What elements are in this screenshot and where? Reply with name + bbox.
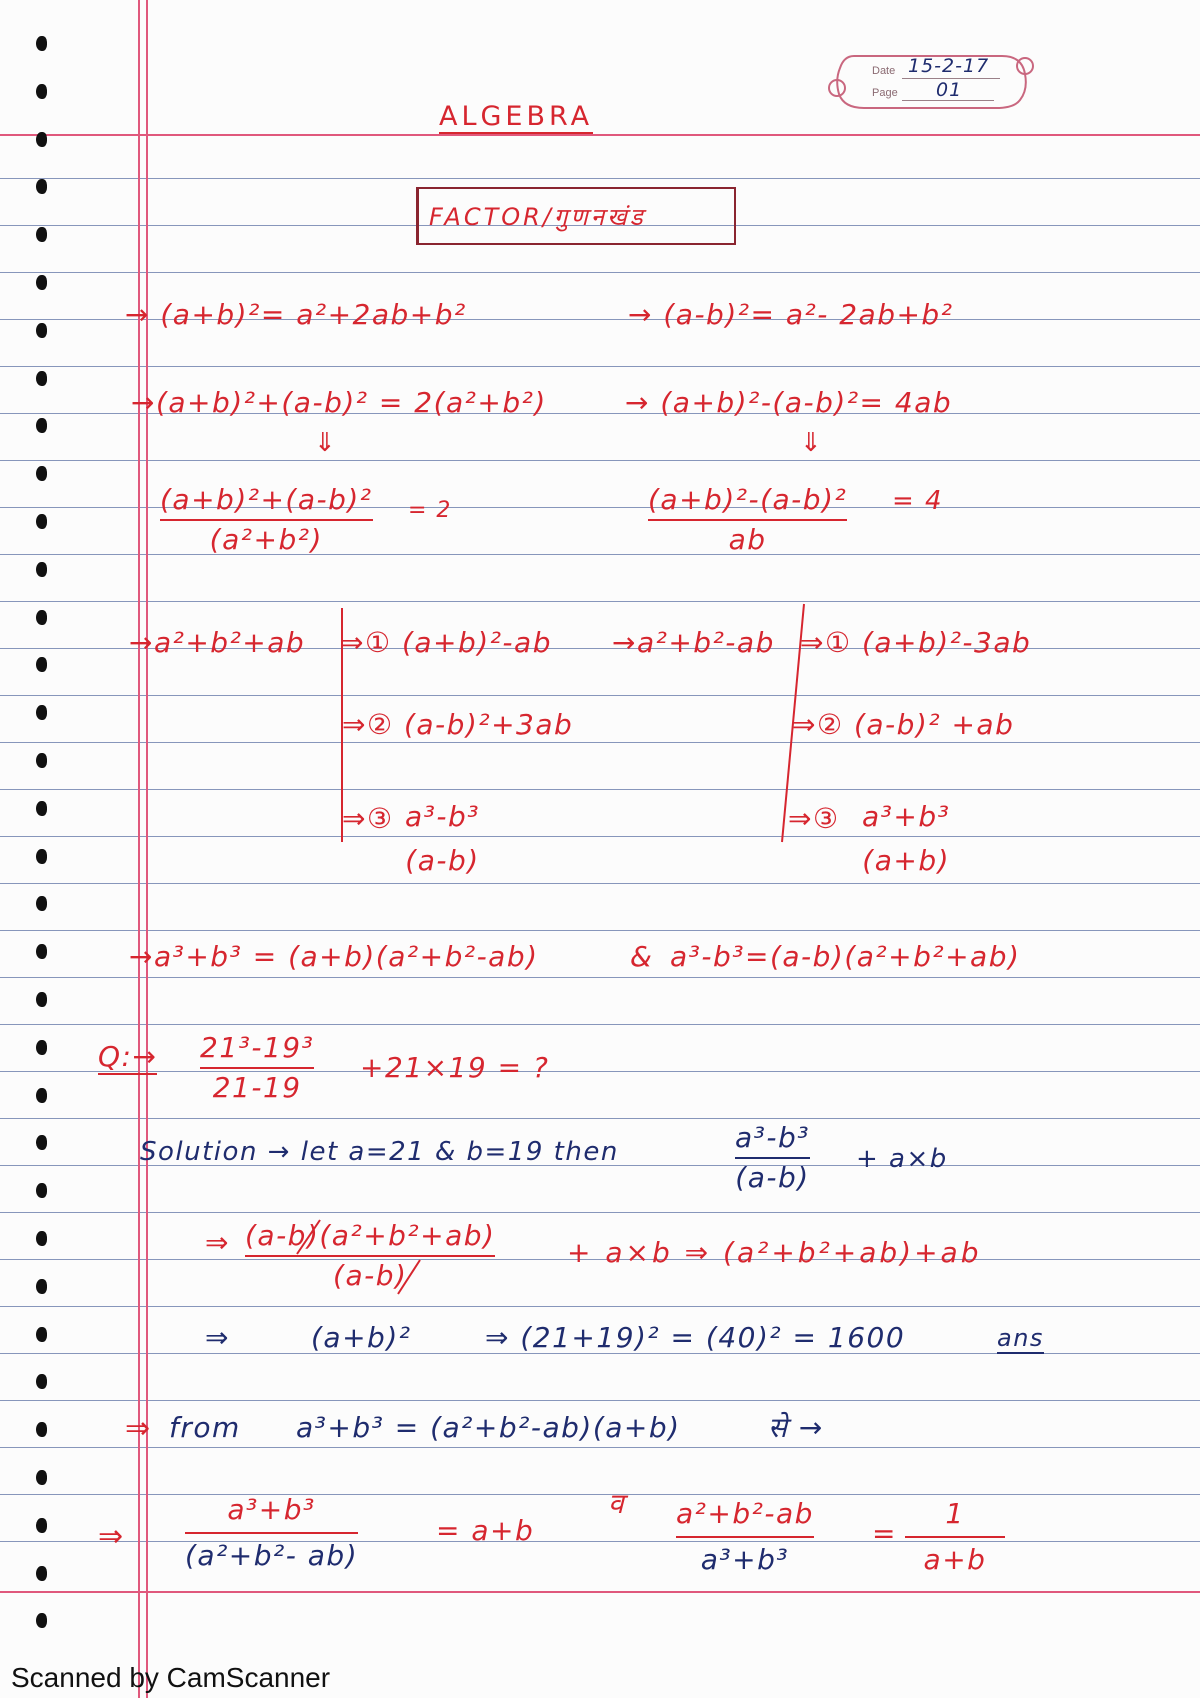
form-right-3-marker: ⇒③ [788,802,840,835]
result-arrow: ⇒ [98,1519,125,1554]
page-value: 01 [936,79,963,101]
form-right-1: ⇒① (a+b)²-3ab [800,626,1032,659]
identity-sum-of-cubes: →a³+b³ = (a+b)(a²+b²-ab) [129,940,539,973]
result-left-fraction [185,1493,359,1572]
fraction-numerator: 1 [945,1497,965,1530]
ratio-fraction-left [160,483,373,556]
form-left-2: ⇒② (a-b)²+3ab [342,708,574,741]
solution-intro-fraction [735,1121,810,1194]
date-label: Date [872,65,896,77]
expression-left: →a²+b²+ab [129,626,306,659]
fraction-numerator: a³-b³ [405,800,480,833]
fraction-denominator: (a²+b²) [209,523,323,556]
form-left-1: ⇒① (a+b)²-ab [340,626,552,659]
fraction-gap [862,838,950,840]
fraction-bar [200,1067,314,1069]
identity-square-of-sum: → (a+b)²= a²+2ab+b² [125,298,467,331]
fraction-gap [405,838,480,840]
fraction-bar [160,519,373,521]
date-value: 15-2-17 [908,55,990,77]
down-arrow: ⇓ [800,428,824,458]
step2-expression: (a+b)² [311,1321,412,1354]
fraction-denominator: a³+b³ [700,1543,790,1576]
fraction-numerator: (a+b)²-(a-b)² [648,483,848,516]
identity-sum-of-squares: →(a+b)²+(a-b)² = 2(a²+b²) [131,386,547,419]
page-title: ALGEBRA [439,101,594,132]
step1-fraction [245,1219,496,1292]
step1-rest: + a×b ⇒ (a²+b²+ab)+ab [567,1236,982,1269]
form-right-2: ⇒② (a-b)² +ab [792,708,1015,741]
result-right-equals: = [872,1517,897,1550]
fraction-bar [735,1157,810,1159]
fraction-numerator: a³-b³ [735,1121,810,1154]
fraction-numerator: (a-b)(a²+b²+ab) [245,1219,496,1252]
result-left-equals: = a+b [436,1514,535,1547]
fraction-bar [905,1536,1005,1538]
fraction-denominator: (a-b) [333,1259,408,1292]
fraction-denominator: (a+b) [862,844,951,877]
result-reciprocal-fraction [905,1497,1005,1576]
corollary-tail: से → [768,1411,824,1444]
question-fraction [200,1031,315,1104]
fraction-bar [245,1255,495,1257]
solution-intro-rest: + a×b [856,1144,948,1174]
ratio-fraction-right [648,483,848,556]
corollary-arrow: ⇒ [125,1411,152,1446]
identity-difference-of-squares: → (a+b)²-(a-b)²= 4ab [625,386,953,419]
scanner-watermark: Scanned by CamScanner [11,1662,331,1693]
step2-arrow: ⇒ [205,1321,230,1354]
fraction-numerator: (a+b)²+(a-b)² [160,483,373,516]
fraction-numerator: a³+b³ [227,1493,316,1526]
form-right-3-fraction [862,800,951,877]
question-label: Q:→ [98,1040,158,1073]
question-rest: +21×19 = ? [360,1051,550,1084]
date-page-stamp [824,44,1038,120]
result-right-fraction [676,1497,814,1576]
fraction-denominator: ab [728,523,767,556]
down-arrow: ⇓ [314,428,338,458]
solution-intro: Solution → let a=21 & b=19 then [140,1137,619,1167]
form-left-3-fraction [405,800,480,877]
corollary-identity: a³+b³ = (a²+b²-ab)(a+b) [296,1411,681,1444]
answer-label: ans [997,1324,1044,1352]
fraction-bar [648,519,847,521]
topic-heading: FACTOR/गुणनखंड [429,202,646,231]
fraction-numerator: a³+b³ [862,800,951,833]
fraction-denominator: (a-b) [405,844,480,877]
conjunction-and: & [630,940,654,973]
corollary-from: from [169,1411,241,1444]
expression-right: →a²+b²-ab [612,626,775,659]
page-label: Page [872,87,898,99]
fraction-denominator: 21-19 [212,1071,302,1104]
fraction-bar [185,1532,358,1534]
topic-box [416,187,736,245]
form-left-3-marker: ⇒③ [342,802,394,835]
fraction-numerator: a²+b²-ab [676,1497,814,1530]
step2-rest: ⇒ (21+19)² = (40)² = 1600 [485,1321,906,1354]
identity-square-of-difference: → (a-b)²= a²- 2ab+b² [628,298,954,331]
fraction-denominator: (a²+b²- ab) [185,1539,359,1572]
result-conjunction: व [608,1487,626,1520]
ratio-result-left: = 2 [408,498,452,523]
fraction-denominator: (a-b) [735,1161,810,1194]
fraction-denominator: a+b [923,1543,987,1576]
fraction-bar [676,1536,814,1538]
ratio-result-right: = 4 [892,486,944,516]
identity-difference-of-cubes: a³-b³=(a-b)(a²+b²+ab) [670,940,1021,973]
step1-arrow: ⇒ [205,1226,230,1259]
fraction-numerator: 21³-19³ [200,1031,315,1064]
